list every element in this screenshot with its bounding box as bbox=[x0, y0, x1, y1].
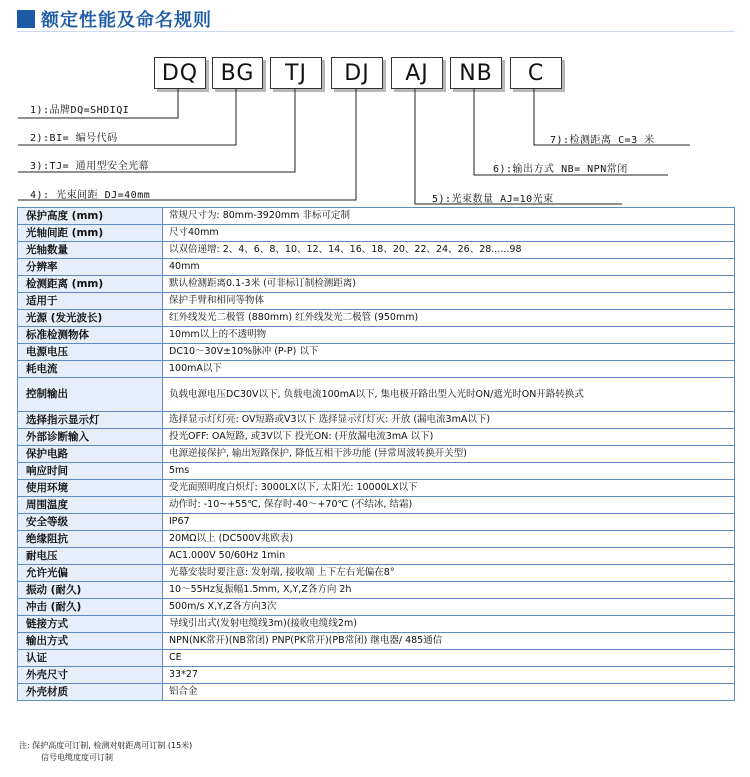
table-row bbox=[18, 344, 735, 361]
table-row bbox=[18, 463, 735, 480]
table-row bbox=[18, 225, 735, 242]
code-box-bg: BG bbox=[212, 57, 263, 89]
table-row bbox=[18, 429, 735, 446]
table-row bbox=[18, 684, 735, 701]
spec-label: 链接方式 bbox=[18, 616, 163, 633]
table-row bbox=[18, 548, 735, 565]
spec-value: 20MΩ以上 (DC500V兆欧表) bbox=[163, 531, 735, 548]
spec-value: 投光OFF: OA短路, 或3V以下 投光ON: (开放漏电流3mA 以下) bbox=[163, 429, 735, 446]
spec-value: 5ms bbox=[163, 463, 735, 480]
spec-label: 绝缘阻抗 bbox=[18, 531, 163, 548]
footnote-line: 信号电缆度度可订制 bbox=[41, 753, 113, 762]
table-row bbox=[18, 650, 735, 667]
spec-label: 选择指示显示灯 bbox=[18, 412, 163, 429]
spec-value: 电源逆接保护, 输出短路保护, 降低互相干涉功能 (异常周波转换开关型) bbox=[163, 446, 735, 463]
code-box-aj: AJ bbox=[391, 57, 443, 89]
table-row bbox=[18, 633, 735, 650]
table-row bbox=[18, 276, 735, 293]
spec-value: 受光面照明度白炽灯: 3000LX以下, 太阳光: 10000LX以下 bbox=[163, 480, 735, 497]
table-row bbox=[18, 514, 735, 531]
code-box-dq: DQ bbox=[154, 57, 206, 89]
spec-label: 光源 (发光波长) bbox=[18, 310, 163, 327]
footnote-line: 注: 保护高度可订制, 检测对射距离可订制 (15米) bbox=[19, 741, 193, 750]
spec-label: 适用于 bbox=[18, 293, 163, 310]
spec-label: 认证 bbox=[18, 650, 163, 667]
spec-label: 保护电路 bbox=[18, 446, 163, 463]
table-row bbox=[18, 293, 735, 310]
code-box-nb: NB bbox=[450, 57, 502, 89]
spec-value: AC1.000V 50/60Hz 1min bbox=[163, 548, 735, 565]
spec-label: 输出方式 bbox=[18, 633, 163, 650]
table-row bbox=[18, 378, 735, 412]
spec-label: 标准检测物体 bbox=[18, 327, 163, 344]
section-title: 额定性能及命名规则 bbox=[41, 10, 212, 31]
spec-value: 以双倍递增: 2、4、6、8、10、12、14、16、18、20、22、24、26、28......98 bbox=[163, 242, 735, 259]
code-box-dj: DJ bbox=[331, 57, 383, 89]
table-row bbox=[18, 361, 735, 378]
spec-value: 铝合金 bbox=[163, 684, 735, 701]
table-row bbox=[18, 259, 735, 276]
spec-label: 耐电压 bbox=[18, 548, 163, 565]
table-row bbox=[18, 242, 735, 259]
spec-value: 光幕安装时要注意: 发射端, 接收端 上下左右光偏在8° bbox=[163, 565, 735, 582]
table-row bbox=[18, 412, 735, 429]
table-row bbox=[18, 565, 735, 582]
table-row bbox=[18, 327, 735, 344]
spec-value: 选择显示灯灯亮: OV短路或V3以下 选择显示灯灯灭: 开放 (漏电流3mA以下) bbox=[163, 412, 735, 429]
spec-label: 光轴间距 (mm) bbox=[18, 225, 163, 242]
table-row bbox=[18, 531, 735, 548]
spec-label: 响应时间 bbox=[18, 463, 163, 480]
spec-label: 耗电流 bbox=[18, 361, 163, 378]
spec-label: 安全等级 bbox=[18, 514, 163, 531]
naming-label-6: 6):输出方式 NB= NPN常闭 bbox=[493, 164, 628, 175]
spec-label: 振动 (耐久) bbox=[18, 582, 163, 599]
table-row bbox=[18, 497, 735, 514]
spec-value: IP67 bbox=[163, 514, 735, 531]
spec-label: 允许光偏 bbox=[18, 565, 163, 582]
spec-value: 100mA以下 bbox=[163, 361, 735, 378]
spec-label: 检测距离 (mm) bbox=[18, 276, 163, 293]
spec-value: 10～55Hz复振幅1.5mm, X,Y,Z各方向 2h bbox=[163, 582, 735, 599]
table-row bbox=[18, 616, 735, 633]
naming-label-4: 4): 光束间距 DJ=40mm bbox=[30, 190, 151, 201]
spec-label: 外壳尺寸 bbox=[18, 667, 163, 684]
code-box-tj: TJ bbox=[270, 57, 322, 89]
spec-label: 冲击 (耐久) bbox=[18, 599, 163, 616]
table-row bbox=[18, 446, 735, 463]
spec-label: 光轴数量 bbox=[18, 242, 163, 259]
spec-value: 10mm以上的不透明物 bbox=[163, 327, 735, 344]
spec-value: 负载电源电压DC30V以下, 负载电流100mA以下, 集电极开路出型入光时ON/遮光时ON开路转换式 bbox=[163, 378, 735, 412]
spec-label: 使用环境 bbox=[18, 480, 163, 497]
spec-value: 500m/s X,Y,Z各方向3次 bbox=[163, 599, 735, 616]
spec-label: 外部诊断输入 bbox=[18, 429, 163, 446]
spec-value: DC10～30V±10%脉冲 (P-P) 以下 bbox=[163, 344, 735, 361]
spec-label: 控制输出 bbox=[18, 378, 163, 412]
footnote bbox=[19, 740, 192, 764]
spec-label: 电源电压 bbox=[18, 344, 163, 361]
spec-value: 红外线发光二极管 (880mm) 红外线发光二极管 (950mm) bbox=[163, 310, 735, 327]
spec-value: NPN(NK常开)(NB常闭) PNP(PK常开)(PB常闭) 继电器/ 485通信 bbox=[163, 633, 735, 650]
table-row bbox=[18, 310, 735, 327]
spec-value: CE bbox=[163, 650, 735, 667]
code-box-c: C bbox=[510, 57, 562, 89]
naming-label-3: 3):TJ= 通用型安全光幕 bbox=[30, 161, 150, 172]
naming-label-2: 2):BI= 编号代码 bbox=[30, 133, 118, 144]
spec-value: 33*27 bbox=[163, 667, 735, 684]
spec-value: 常规尺寸为: 80mm-3920mm 非标可定制 bbox=[163, 208, 735, 225]
spec-value: 默认检测距离0.1-3米 (可非标订制检测距离) bbox=[163, 276, 735, 293]
spec-value: 动作时: -10~+55℃, 保存时-40～+70℃ (不结冰, 结霜) bbox=[163, 497, 735, 514]
spec-label: 分辨率 bbox=[18, 259, 163, 276]
table-row bbox=[18, 599, 735, 616]
naming-label-7: 7):检测距离 C=3 米 bbox=[550, 135, 655, 146]
spec-label: 周围温度 bbox=[18, 497, 163, 514]
naming-label-1: 1):品牌DQ=SHDIQI bbox=[30, 105, 130, 116]
spec-value: 40mm bbox=[163, 259, 735, 276]
spec-value: 尺寸40mm bbox=[163, 225, 735, 242]
naming-label-5: 5):光束数量 AJ=10光束 bbox=[432, 194, 554, 205]
spec-value: 保护手臂和相同等物体 bbox=[163, 293, 735, 310]
table-row bbox=[18, 208, 735, 225]
spec-table bbox=[17, 207, 735, 701]
table-row bbox=[18, 667, 735, 684]
table-row bbox=[18, 480, 735, 497]
spec-value: 导线引出式(发射电缆线3m)(接收电缆线2m) bbox=[163, 616, 735, 633]
spec-label: 外壳材质 bbox=[18, 684, 163, 701]
table-row bbox=[18, 582, 735, 599]
spec-label: 保护高度 (mm) bbox=[18, 208, 163, 225]
